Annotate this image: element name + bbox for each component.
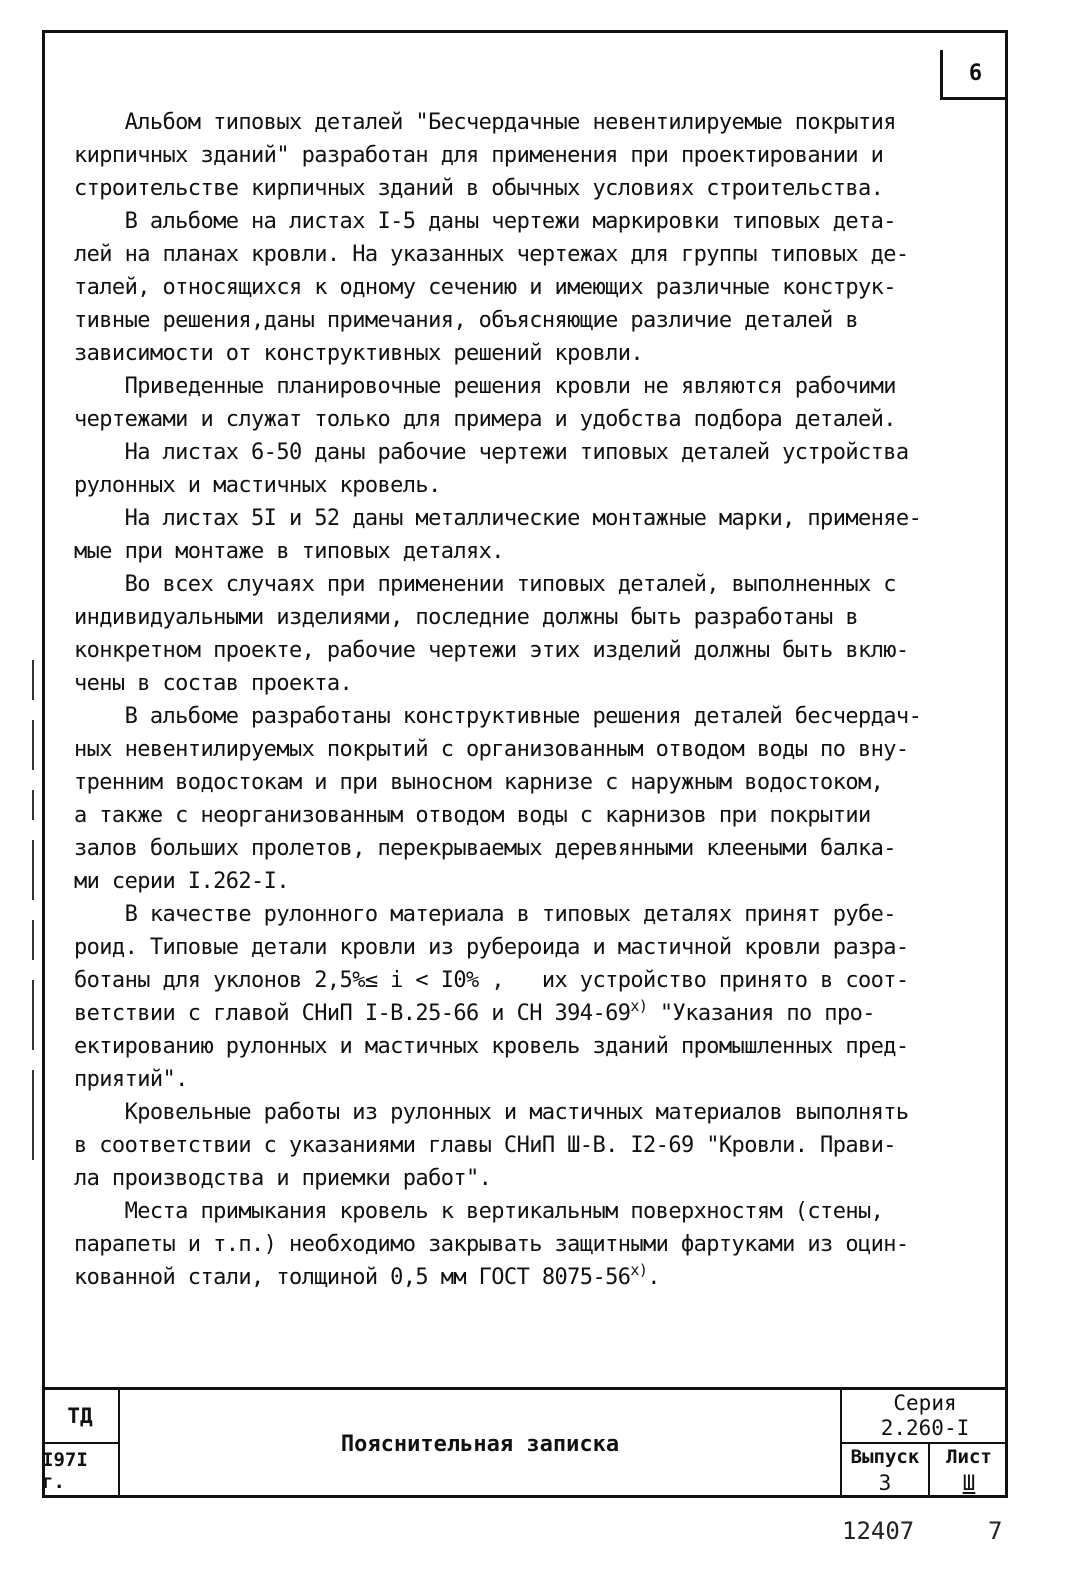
text-line-content: Во всех случаях при применении типовых деталей, выполненных с: [74, 572, 896, 597]
margin-marks: [30, 660, 40, 1180]
text-line: [74, 370, 994, 403]
text-line: [74, 469, 994, 502]
text-line-content: Приведенные планировочные решения кровли не являются рабочими: [74, 374, 896, 399]
text-line-content: залов больших пролетов, перекрываемых деревянными клееными балка-: [74, 836, 896, 861]
text-line-content: индивидуальными изделиями, последние должны быть разработаны в: [74, 605, 858, 630]
text-line-content: приятий".: [74, 1067, 188, 1092]
page-number: 6: [968, 61, 983, 86]
text-line: [74, 931, 994, 964]
issue-value: 3: [878, 1471, 892, 1495]
text-line-content: роид. Типовые детали кровли из рубероида и мастичной кровли разра-: [74, 935, 909, 960]
text-line: [74, 601, 994, 634]
document-code: ТД: [67, 1404, 93, 1428]
sheet-label: Лист: [946, 1446, 992, 1468]
text-line-content: тивные решения,даны примечания, объясняющие различие деталей в: [74, 308, 858, 333]
explanatory-note-text: [74, 106, 994, 1294]
text-line-content: ботаны для уклонов 2,5%≤ i < I0% , их устройство принято в соот-: [74, 968, 909, 993]
text-line: [74, 139, 994, 172]
footnote-mark: x): [630, 997, 648, 1015]
text-line: [74, 502, 994, 535]
text-line: [74, 997, 994, 1030]
text-line-tail: .: [647, 1265, 660, 1290]
text-line: [74, 403, 994, 436]
text-line-content: чертежами и служат только для примера и удобства подбора деталей.: [74, 407, 896, 432]
text-line-content: лей на планах кровли. На указанных чертежах для группы типовых де-: [74, 242, 909, 267]
text-line: [74, 1162, 994, 1195]
title-block: [42, 1387, 1008, 1498]
text-line-content: ми серии I.262-I.: [74, 869, 289, 894]
text-line: [74, 568, 994, 601]
text-line: [74, 238, 994, 271]
text-line: [74, 964, 994, 997]
text-line-content: ла производства и приемки работ".: [74, 1166, 492, 1191]
text-line: [74, 337, 994, 370]
text-line-tail: "Указания по про-: [647, 1001, 875, 1026]
text-line-content: чены в состав проекта.: [74, 671, 353, 696]
text-line: [74, 832, 994, 865]
series-value: 2.260-I: [880, 1416, 970, 1440]
text-line: [74, 1030, 994, 1063]
text-line-content: ных невентилируемых покрытий с организованным отводом воды по вну-: [74, 737, 909, 762]
text-line-content: конкретном проекте, рабочие чертежи этих изделий должны быть вклю-: [74, 638, 909, 663]
sheet-value: Ш: [962, 1471, 976, 1495]
text-line: [74, 700, 994, 733]
text-line: [74, 1195, 994, 1228]
document-year: I97I г.: [42, 1449, 88, 1493]
text-line-content: На листах 5I и 52 даны металлические монтажные марки, применяе-: [74, 506, 922, 531]
text-line-content: кирпичных зданий" разработан для применения при проектировании и: [74, 143, 884, 168]
text-line-content: На листах 6-50 даны рабочие чертежи типовых деталей устройства: [74, 440, 909, 465]
text-line: [74, 205, 994, 238]
text-line: [74, 733, 994, 766]
text-line-content: тренним водостокам и при выносном карнизе с наружным водостоком,: [74, 770, 884, 795]
text-line: [74, 436, 994, 469]
text-line: [74, 1063, 994, 1096]
text-line: [74, 766, 994, 799]
text-line-content: В альбоме на листах I-5 даны чертежи маркировки типовых дета-: [74, 209, 896, 234]
text-line: [74, 535, 994, 568]
archive-number: 12407: [842, 1517, 915, 1545]
series-label: Серия: [893, 1391, 957, 1415]
text-line: [74, 1129, 994, 1162]
text-line: [74, 172, 994, 205]
text-line: [74, 667, 994, 700]
footnote-mark: x): [630, 1261, 648, 1279]
text-line-content: а также с неорганизованным отводом воды с карнизов при покрытии: [74, 803, 871, 828]
text-line-content: Альбом типовых деталей "Бесчердачные невентилируемые покрытия: [74, 110, 896, 135]
text-line-content: мые при монтаже в типовых деталях.: [74, 539, 504, 564]
text-line: [74, 865, 994, 898]
text-line-content: талей, относящихся к одному сечению и имеющих различные конструк-: [74, 275, 896, 300]
text-line-content: парапеты и т.п.) необходимо закрывать защитными фартуками из оцин-: [74, 1232, 909, 1257]
text-line: [74, 304, 994, 337]
text-line: [74, 1228, 994, 1261]
text-line-content: рулонных и мастичных кровель.: [74, 473, 441, 498]
page-number-box: [940, 50, 1008, 100]
text-line-content: В альбоме разработаны конструктивные решения деталей бесчердач-: [74, 704, 922, 729]
text-line: [74, 898, 994, 931]
document-title: Пояснительная записка: [340, 1431, 620, 1457]
text-line: [74, 1096, 994, 1129]
text-line: [74, 106, 994, 139]
text-line: [74, 271, 994, 304]
text-line: [74, 634, 994, 667]
footer-page: 7: [988, 1517, 1003, 1545]
text-line-content: ветствии с главой СНиП I-В.25-66 и СН 394-69: [74, 1001, 631, 1026]
text-line-content: кованной стали, толщиной 0,5 мм ГОСТ 8075-56: [74, 1265, 631, 1290]
text-line-content: зависимости от конструктивных решений кровли.: [74, 341, 644, 366]
text-line-content: Места примыкания кровель к вертикальным поверхностям (стены,: [74, 1199, 884, 1224]
text-line-content: строительстве кирпичных зданий в обычных условиях строительства.: [74, 176, 884, 201]
text-line: [74, 1261, 994, 1294]
text-line: [74, 799, 994, 832]
text-line-content: ектированию рулонных и мастичных кровель зданий промышленных пред-: [74, 1034, 909, 1059]
text-line-content: Кровельные работы из рулонных и мастичных материалов выполнять: [74, 1100, 909, 1125]
issue-label: Выпуск: [850, 1446, 920, 1468]
text-line-content: в соответствии с указаниями главы СНиП Ш-В. I2-69 "Кровли. Прави-: [74, 1133, 896, 1158]
text-line-content: В качестве рулонного материала в типовых деталях принят рубе-: [74, 902, 896, 927]
